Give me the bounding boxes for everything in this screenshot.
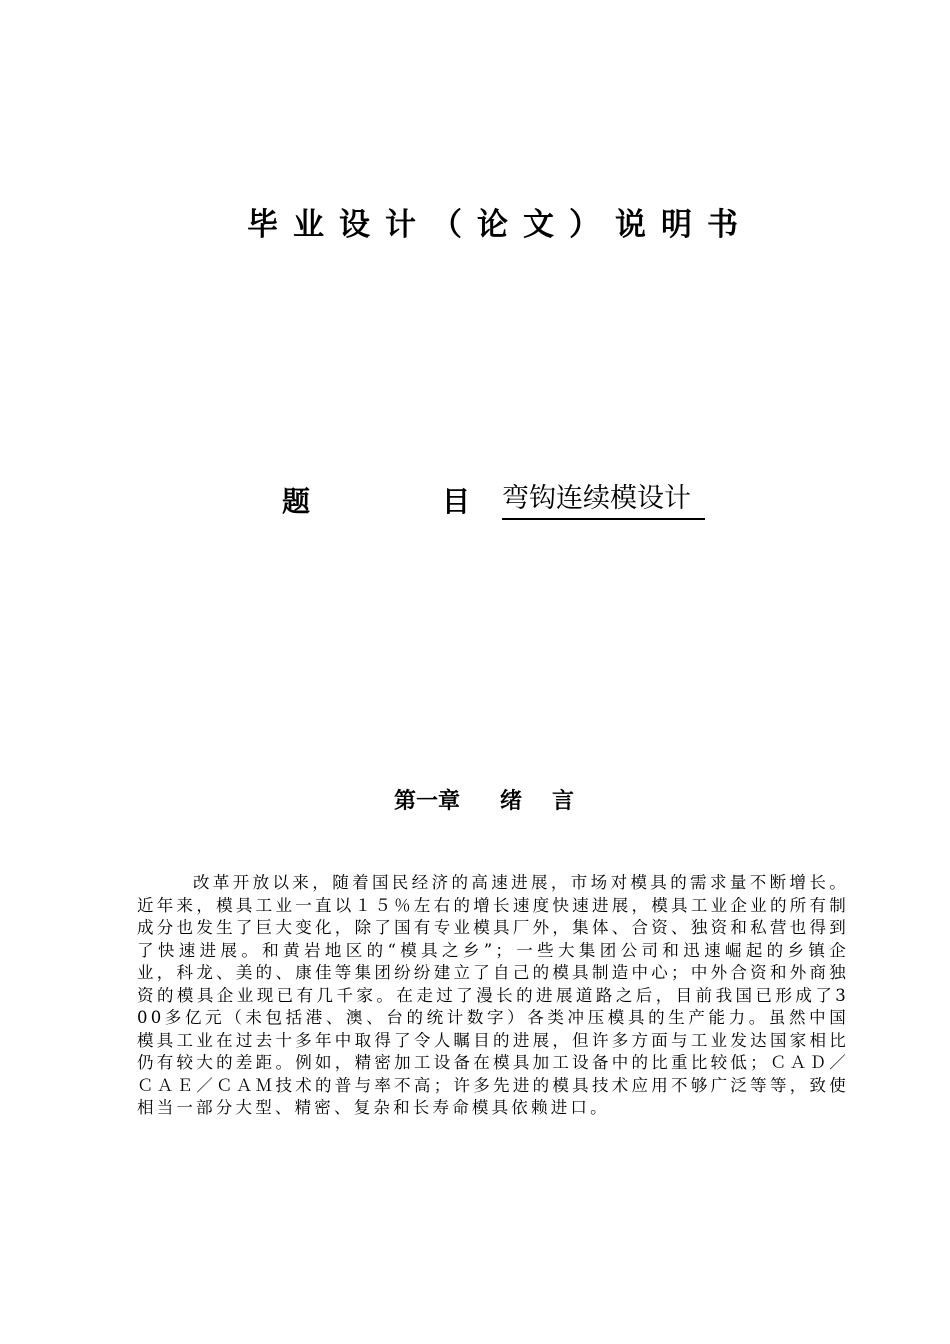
subject-row — [282, 480, 762, 524]
chapter-heading — [0, 784, 950, 818]
subject-value: 弯钩连续模设计 — [502, 480, 705, 520]
body-paragraph: 改革开放以来，随着国民经济的高速进展，市场对模具的需求量不断增长。近年来，模具工业一直以１５％左右的增长速度快速进展，模具工业企业的所有制成分也发生了巨大变化，除了国有专业模具厂外，集体、合资、独资和私营也得到了快速进展。和黄岩地区的“模具之乡”；一些大集团公司和迅速崛起的乡镇企业，科龙、美的、康佳等集团纷纷建立了自己的模具制造中心；中外合资和外商独资的模具企业现已有几千家。在走过了漫长的进展道路之后，目前我国已形成了300多亿元（未包括港、澳、台的统计数字）各类冲压模具的生产能力。虽然中国模具工业在过去十多年中取得了令人瞩目的进展，但许多方面与工业发达国家相比仍有较大的差距。例如，精密加工设备在模具加工设备中的比重比较低；ＣＡＤ／ＣＡＥ／ＣＡＭ技术的普与率不高；许多先进的模具技术应用不够广泛等等，致使相当一部分大型、精密、复杂和长寿命模具依赖进口。 — [137, 873, 849, 1117]
subject-label-part2: 目 — [442, 485, 471, 518]
document-title: 毕业设计（论文）说明书 — [247, 207, 753, 243]
subject-label-part1: 题 — [282, 485, 311, 518]
chapter-title: 绪言 — [500, 788, 605, 814]
chapter-number: 第一章 — [393, 788, 460, 814]
